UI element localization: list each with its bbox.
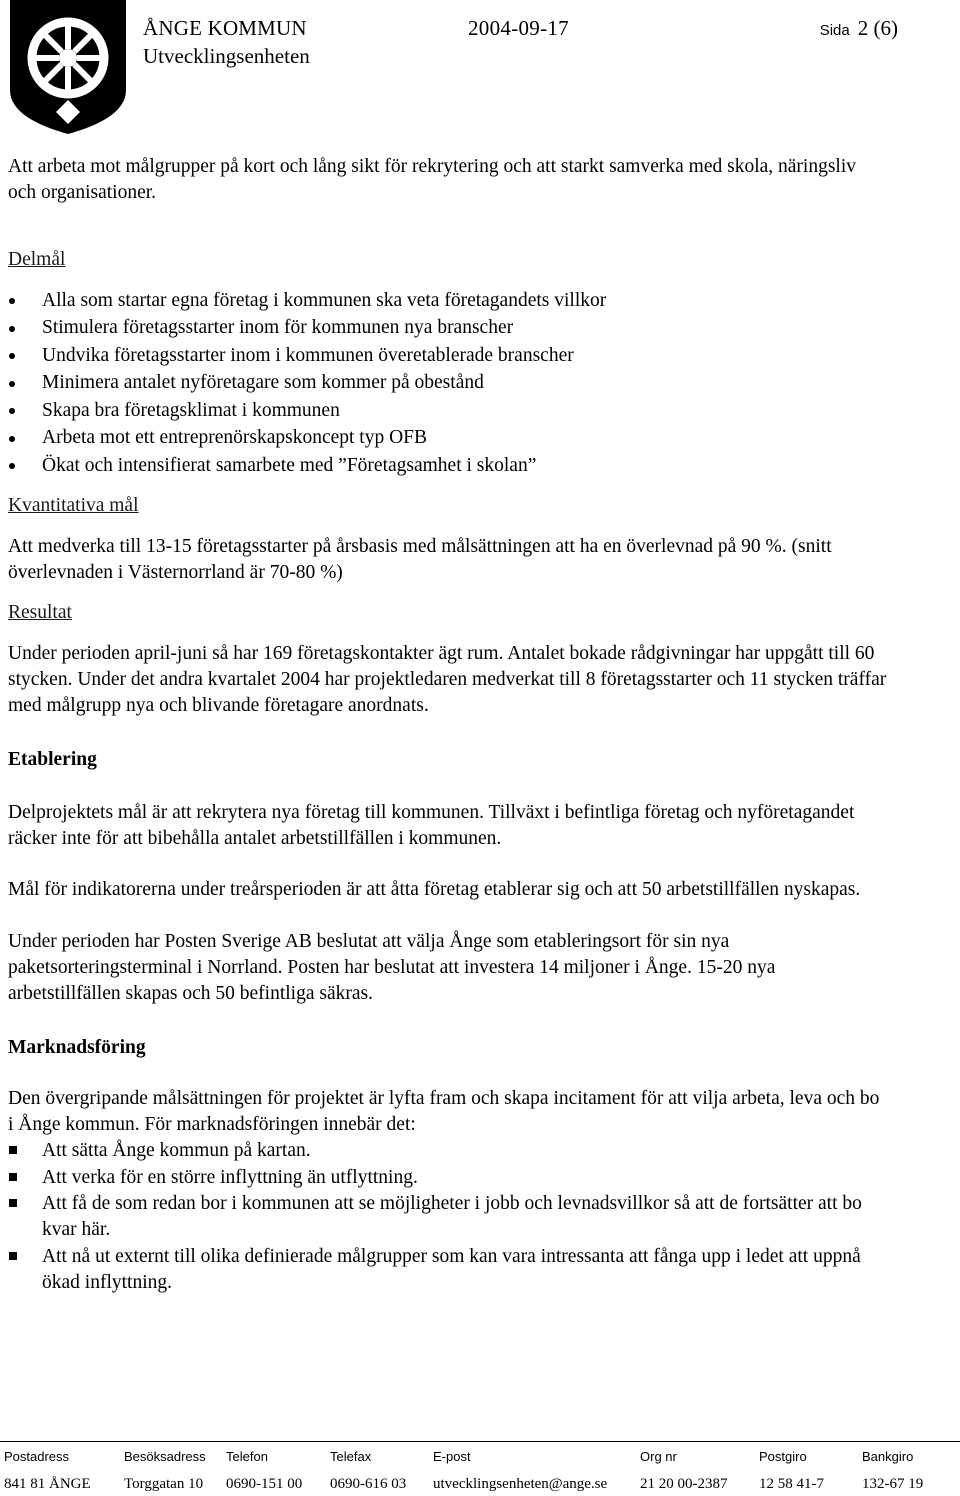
list-item: Skapa bra företagsklimat i kommunen: [8, 397, 888, 425]
footer-label-postadress: Postadress: [4, 1449, 70, 1464]
footer-value-orgnr: 21 20 00-2387: [640, 1476, 728, 1492]
list-item: Att sätta Ånge kommun på kartan.: [8, 1138, 888, 1164]
footer-label-bankgiro: Bankgiro: [862, 1449, 914, 1464]
footer-divider: [0, 1441, 960, 1442]
list-item: Arbeta mot ett entreprenörskapskoncept typ OFB: [8, 424, 888, 452]
document-body: [8, 154, 888, 1296]
etablering-heading: Etablering: [8, 749, 97, 771]
square-bullet-icon: [9, 1199, 17, 1207]
resultat-paragraph: Under perioden april-juni så har 169 företagskontakter ägt rum. Antalet bokade rådgivningar har uppgått till 60 stycken. Under det andra kvartalet 2004 har projektledaren medverkat till 8 företagsstarter och 11 stycken träffar med målgrupp nya och blivande företagare anordnats.: [8, 642, 887, 717]
list-item: Alla som startar egna företag i kommunen ska veta företagandets villkor: [8, 287, 888, 315]
footer-value-postgiro: 12 58 41-7: [759, 1476, 824, 1492]
etablering-paragraph-2: Mål för indikatorerna under treårsperioden är att åtta företag etablerar sig och att 50 arbetstillfällen nyskapas.: [8, 879, 861, 901]
footer-label-postgiro: Postgiro: [759, 1449, 807, 1464]
list-item: Ökat och intensifierat samarbete med ”Företagsamhet i skolan”: [8, 452, 888, 480]
bullet-icon: [9, 463, 15, 469]
bullet-icon: [9, 326, 15, 332]
list-item: Att nå ut externt till olika definierade målgrupper som kan vara intressanta att fånga upp i ledet att uppnå ökad inflyttning.: [8, 1244, 888, 1297]
footer-value-besoksadress: Torggatan 10: [124, 1476, 204, 1492]
square-bullet-icon: [9, 1146, 17, 1154]
marknadsforing-intro: Den övergripande målsättningen för projektet är lyfta fram och skapa incitament för att vilja arbeta, leva och bo i Ånge kommun. För marknadsföringen innebär det:: [8, 1087, 880, 1136]
square-bullet-icon: [9, 1173, 17, 1181]
list-item: Stimulera företagsstarter inom för kommunen nya branscher: [8, 314, 888, 342]
list-item: Att verka för en större inflyttning än utflyttning.: [8, 1165, 888, 1191]
department-name: Utvecklingsenheten: [143, 44, 310, 68]
organization-name: ÅNGE KOMMUN: [143, 16, 307, 40]
bullet-icon: [9, 298, 15, 304]
footer-label-telefon: Telefon: [226, 1449, 268, 1464]
etablering-paragraph-3: Under perioden har Posten Sverige AB beslutat att välja Ånge som etableringsort för sin nya paketsorteringsterminal i Norrland. Posten har beslutat att investera 14 miljoner i Ånge. 15-20 nya arbetstillfällen skapas och 50 befintliga säkras.: [8, 930, 776, 1005]
footer-value-telefon: 0690-151 00: [226, 1476, 303, 1492]
square-bullet-icon: [9, 1252, 17, 1260]
footer-value-postadress: 841 81 ÅNGE: [4, 1476, 91, 1492]
bullet-icon: [9, 353, 15, 359]
kvantitativa-paragraph: Att medverka till 13-15 företagsstarter på årsbasis med målsättningen att ha en överlevnad på 90 %. (snitt överlevnaden i Västernorrland är 70-80 %): [8, 535, 832, 583]
page-label: Sida: [819, 22, 850, 39]
kvantitativa-heading: Kvantitativa mål: [8, 495, 139, 517]
bullet-icon: [9, 408, 15, 414]
bullet-icon: [9, 381, 15, 387]
marknadsforing-list: [8, 1138, 888, 1296]
list-item: Minimera antalet nyföretagare som kommer på obestånd: [8, 369, 888, 397]
page-number: 2 (6): [857, 16, 898, 40]
footer-label-besoksadress: Besöksadress: [124, 1449, 206, 1464]
footer-label-telefax: Telefax: [330, 1449, 372, 1464]
etablering-paragraph-1: Delprojektets mål är att rekrytera nya företag till kommunen. Tillväxt i befintliga företag och nyföretagandet räcker inte för att bibehålla antalet arbetstillfällen i kommunen.: [8, 801, 855, 850]
footer-value-bankgiro: 132-67 19: [862, 1476, 924, 1492]
ange-kommun-coat-of-arms-logo: [8, 0, 128, 136]
list-item: Undvika företagsstarter inom i kommunen överetablerade branscher: [8, 342, 888, 370]
footer-label-epost: E-post: [433, 1449, 471, 1464]
resultat-heading: Resultat: [8, 602, 72, 624]
marknadsforing-heading: Marknadsföring: [8, 1036, 146, 1058]
footer-value-telefax: 0690-616 03: [330, 1476, 407, 1492]
document-date: 2004-09-17: [468, 16, 569, 40]
delmal-list: [8, 287, 888, 480]
intro-paragraph: Att arbeta mot målgrupper på kort och lång sikt för rekrytering och att starkt samverka med skola, näringsliv och organisationer.: [8, 156, 857, 204]
footer-label-orgnr: Org nr: [640, 1449, 677, 1464]
list-item: Att få de som redan bor i kommunen att se möjligheter i jobb och levnadsvillkor så att de fortsätter att bo kvar här.: [8, 1191, 888, 1244]
delmal-heading: Delmål: [8, 248, 66, 270]
footer-value-epost: utvecklingsenheten@ange.se: [433, 1476, 608, 1492]
bullet-icon: [9, 436, 15, 442]
page-indicator: [820, 16, 898, 43]
